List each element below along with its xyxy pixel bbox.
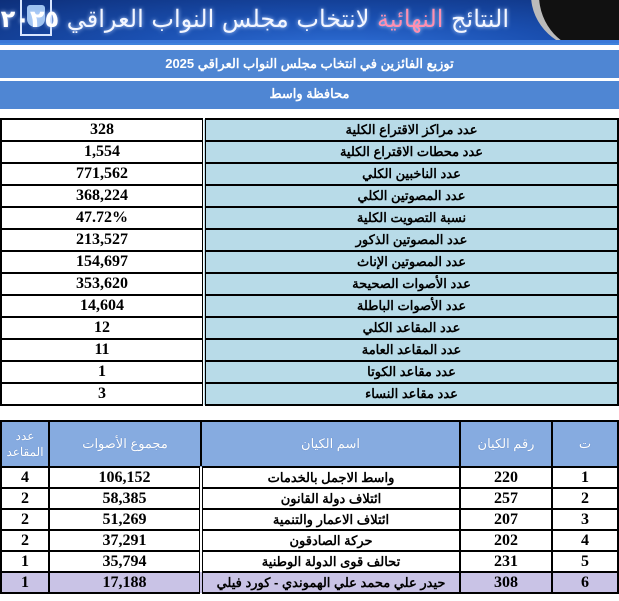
table-row <box>1 551 618 572</box>
seq-cell: 5 <box>552 551 618 572</box>
stat-value: 353,620 <box>1 273 204 295</box>
stat-value: 154,697 <box>1 251 204 273</box>
entity-name-cell: واسط الاجمل بالخدمات <box>201 467 460 488</box>
seq-cell: 4 <box>552 530 618 551</box>
banner-title-suffix: لانتخاب مجلس النواب العراقي <box>59 5 378 33</box>
banner-title-highlight: النهائية <box>377 5 444 33</box>
entity-name-cell: ائتلاف دولة القانون <box>201 488 460 509</box>
votes-cell: 51,269 <box>49 509 201 530</box>
table-row <box>1 488 618 509</box>
seats-cell: 2 <box>1 488 49 509</box>
banner-title-prefix: النتائج <box>443 5 509 33</box>
entity-number-cell: 220 <box>460 467 552 488</box>
stat-value: 14,604 <box>1 295 204 317</box>
stat-value: 1 <box>1 361 204 383</box>
stat-label: عدد المصوتين الكلي <box>204 185 618 207</box>
entity-number-cell: 257 <box>460 488 552 509</box>
votes-cell: 35,794 <box>49 551 201 572</box>
stats-row <box>1 383 618 405</box>
stat-label: عدد المصوتين الإناث <box>204 251 618 273</box>
column-header-votes: مجموع الأصوات <box>49 421 201 467</box>
stat-label: عدد محطات الاقتراع الكلية <box>204 141 618 163</box>
stat-value: 213,527 <box>1 229 204 251</box>
entity-number-cell: 308 <box>460 572 552 593</box>
entity-number-cell: 202 <box>460 530 552 551</box>
stats-row <box>1 141 618 163</box>
results-header-row <box>1 421 618 467</box>
stat-value: 1,554 <box>1 141 204 163</box>
stats-row <box>1 295 618 317</box>
stat-label: عدد المقاعد العامة <box>204 339 618 361</box>
banner-title <box>0 0 509 40</box>
column-header-seq: ت <box>552 421 618 467</box>
stat-label: عدد مقاعد النساء <box>204 383 618 405</box>
province-title: محافظة واسط <box>0 81 619 109</box>
entity-name-cell: حركة الصادقون <box>201 530 460 551</box>
banner-year: ٢٠٢٥ <box>0 5 60 33</box>
stat-label: عدد مراكز الاقتراع الكلية <box>204 119 618 141</box>
column-header-seats: عدد المقاعد <box>1 421 49 467</box>
stats-row <box>1 361 618 383</box>
results-table <box>0 420 619 594</box>
stats-row <box>1 185 618 207</box>
stat-label: نسبة التصويت الكلية <box>204 207 618 229</box>
table-row <box>1 530 618 551</box>
stat-label: عدد مقاعد الكوتا <box>204 361 618 383</box>
stats-row <box>1 317 618 339</box>
header-banner <box>0 0 619 43</box>
stat-label: عدد الأصوات الصحيحة <box>204 273 618 295</box>
table-row <box>1 467 618 488</box>
votes-cell: 58,385 <box>49 488 201 509</box>
entity-name-cell: ائتلاف الاعمار والتنمية <box>201 509 460 530</box>
seq-cell: 3 <box>552 509 618 530</box>
stat-label: عدد المصوتين الذكور <box>204 229 618 251</box>
stats-row <box>1 119 618 141</box>
stats-row <box>1 251 618 273</box>
seats-cell: 1 <box>1 551 49 572</box>
stat-value: 328 <box>1 119 204 141</box>
table-row <box>1 509 618 530</box>
seats-cell: 4 <box>1 467 49 488</box>
stat-value: 11 <box>1 339 204 361</box>
entity-name-cell: حيدر علي محمد علي الهموندي - كورد فيلي <box>201 572 460 593</box>
banner-decoration <box>531 0 619 43</box>
stat-value: 3 <box>1 383 204 405</box>
banner-divider <box>0 43 619 45</box>
votes-cell: 106,152 <box>49 467 201 488</box>
votes-cell: 37,291 <box>49 530 201 551</box>
votes-cell: 17,188 <box>49 572 201 593</box>
stats-row <box>1 339 618 361</box>
seats-cell: 1 <box>1 572 49 593</box>
stats-row <box>1 229 618 251</box>
stats-row <box>1 207 618 229</box>
stat-value: 771,562 <box>1 163 204 185</box>
entity-name-cell: تحالف قوى الدولة الوطنية <box>201 551 460 572</box>
stat-value: 368,224 <box>1 185 204 207</box>
column-header-entity-name: اسم الكيان <box>201 421 460 467</box>
stat-value: 12 <box>1 317 204 339</box>
stats-row <box>1 163 618 185</box>
seats-cell: 2 <box>1 530 49 551</box>
column-header-entity-number: رقم الكيان <box>460 421 552 467</box>
seq-cell: 6 <box>552 572 618 593</box>
stat-label: عدد الناخبين الكلي <box>204 163 618 185</box>
stat-label: عدد الأصوات الباطلة <box>204 295 618 317</box>
seq-cell: 1 <box>552 467 618 488</box>
entity-number-cell: 207 <box>460 509 552 530</box>
page-title: توزيع الفائزين في انتخاب مجلس النواب العراقي 2025 <box>0 50 619 78</box>
stats-row <box>1 273 618 295</box>
stats-table <box>0 118 619 406</box>
stat-value: 47.72% <box>1 207 204 229</box>
stat-label: عدد المقاعد الكلي <box>204 317 618 339</box>
table-row-quota <box>1 572 618 593</box>
seq-cell: 2 <box>552 488 618 509</box>
entity-number-cell: 231 <box>460 551 552 572</box>
seats-cell: 2 <box>1 509 49 530</box>
